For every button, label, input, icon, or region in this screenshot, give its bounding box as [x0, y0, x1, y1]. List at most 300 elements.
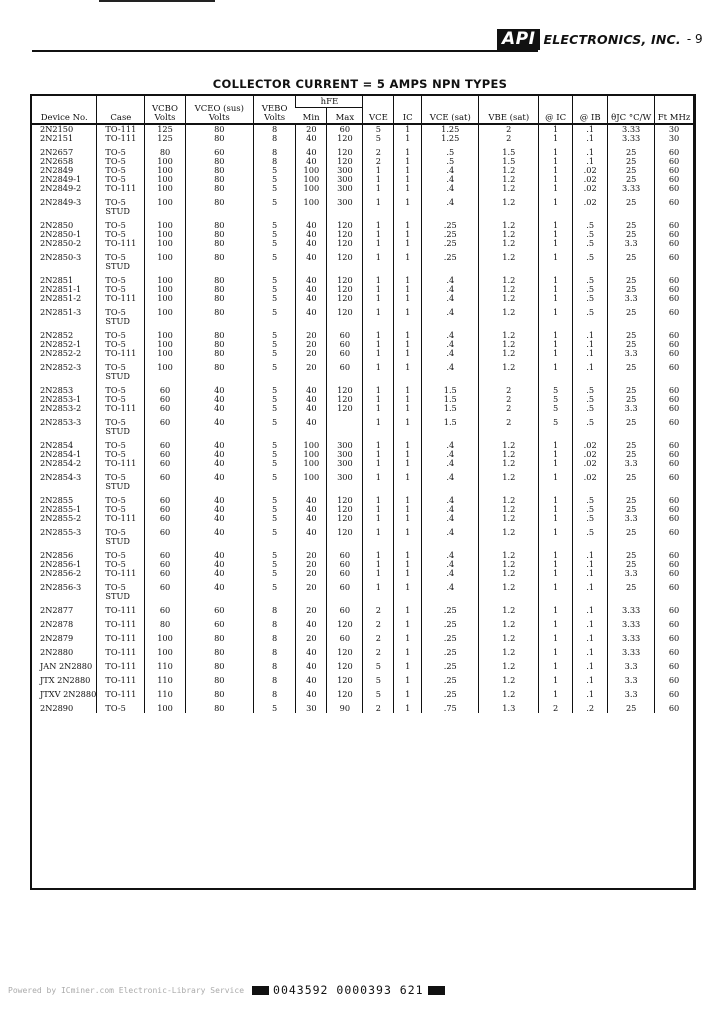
cell-device: 2N2657 — [40, 147, 74, 157]
cell-case: TO-111 — [97, 459, 145, 468]
cell-theta-jc: 25 — [608, 157, 655, 166]
cell-vce-sat: .25 — [422, 690, 479, 699]
cell-at-ic: 1 — [539, 690, 573, 699]
cell-case: TO-111 — [97, 662, 145, 671]
cell-at-ic: 1 — [539, 184, 573, 193]
cell-case: TO-111 — [97, 648, 145, 657]
cell-vcbo: 60 — [145, 496, 185, 505]
cell-vce-sat: .4 — [422, 473, 479, 491]
cell-case: TO-111 — [97, 569, 145, 578]
cell-vce-sat: .4 — [422, 514, 479, 523]
cell-vce: 1 — [363, 395, 394, 404]
cell-hfe-min: 100 — [296, 184, 327, 193]
table-row — [32, 148, 693, 157]
cell-ft: 60 — [655, 450, 693, 459]
cell-at-ic: 5 — [539, 395, 573, 404]
cell-vbe-sat: 1.2 — [479, 239, 539, 248]
cell-hfe-min: 40 — [296, 294, 327, 303]
table-row — [32, 386, 693, 395]
cell-ft: 60 — [655, 690, 693, 699]
footer — [8, 983, 449, 997]
cell-device: 2N2849-3 — [40, 197, 82, 207]
cell-vce-sat: .25 — [422, 606, 479, 615]
cell-ft: 60 — [655, 239, 693, 248]
cell-at-ib: .1 — [573, 648, 608, 657]
cell-vce: 1 — [363, 514, 394, 523]
cell-case: TO-111 — [97, 124, 145, 134]
cell-at-ib: .5 — [573, 496, 608, 505]
cell-hfe-min: 100 — [296, 473, 327, 491]
cell-vcbo: 100 — [145, 340, 185, 349]
cell-ft: 60 — [655, 363, 693, 381]
cell-at-ib: .5 — [573, 418, 608, 436]
cell-ft: 60 — [655, 404, 693, 413]
table-row — [32, 704, 693, 713]
cell-ic: 1 — [394, 634, 422, 643]
cell-device: 2N2851 — [40, 275, 74, 285]
cell-at-ic: 2 — [539, 704, 573, 713]
cell-vebo: 5 — [253, 331, 296, 340]
cell-vce-sat: .4 — [422, 184, 479, 193]
cell-case: TO-5 — [97, 505, 145, 514]
cell-ic: 1 — [394, 221, 422, 230]
cell-case: TO-5 — [97, 221, 145, 230]
cell-vce: 2 — [363, 634, 394, 643]
table-row — [32, 404, 693, 413]
cell-vce-sat: .25 — [422, 634, 479, 643]
cell-case: TO-111 — [97, 404, 145, 413]
cell-at-ic: 1 — [539, 505, 573, 514]
cell-vcbo: 60 — [145, 569, 185, 578]
cell-vce-sat: .4 — [422, 340, 479, 349]
cell-vce: 2 — [363, 148, 394, 157]
cell-vce: 5 — [363, 690, 394, 699]
scan-note: Powered by ICminer.com Electronic-Library Service — [8, 985, 245, 995]
cell-vceo: 80 — [185, 294, 253, 303]
cell-theta-jc: 25 — [608, 253, 655, 271]
cell-at-ib: .02 — [573, 459, 608, 468]
table-row — [32, 648, 693, 657]
cell-vbe-sat: 1.2 — [479, 175, 539, 184]
col-vce-sat: VCE (sat) — [422, 96, 479, 124]
col-at-ic: @ IC — [539, 96, 573, 124]
cell-ic: 1 — [394, 560, 422, 569]
cell-at-ic: 1 — [539, 569, 573, 578]
cell-ic: 1 — [394, 620, 422, 629]
cell-hfe-min: 20 — [296, 331, 327, 340]
cell-vce-sat: .4 — [422, 276, 479, 285]
cell-at-ic: 1 — [539, 175, 573, 184]
cell-device: 2N2855 — [40, 495, 74, 505]
table-row — [32, 450, 693, 459]
cell-vbe-sat: 2 — [479, 386, 539, 395]
cell-hfe-max: 120 — [327, 276, 363, 285]
cell-vcbo: 100 — [145, 308, 185, 326]
cell-device: 2N2849-1 — [40, 174, 82, 184]
cell-at-ic: 1 — [539, 124, 573, 134]
cell-ic: 1 — [394, 505, 422, 514]
cell-ic: 1 — [394, 418, 422, 436]
cell-hfe-min: 40 — [296, 221, 327, 230]
cell-at-ib: .02 — [573, 166, 608, 175]
cell-at-ic: 1 — [539, 560, 573, 569]
cell-case: TO-111 — [97, 634, 145, 643]
cell-hfe-min: 40 — [296, 157, 327, 166]
cell-at-ic: 1 — [539, 166, 573, 175]
cell-vcbo: 100 — [145, 648, 185, 657]
table-row — [32, 166, 693, 175]
cell-case: TO-5 STUD — [97, 363, 145, 381]
cell-at-ib: .5 — [573, 386, 608, 395]
cell-vceo: 60 — [185, 606, 253, 615]
cell-vceo: 80 — [185, 134, 253, 143]
cell-theta-jc: 25 — [608, 704, 655, 713]
cell-vceo: 80 — [185, 308, 253, 326]
cell-theta-jc: 3.3 — [608, 459, 655, 468]
header-rule — [32, 50, 538, 52]
cell-hfe-min: 40 — [296, 648, 327, 657]
cell-vcbo: 60 — [145, 473, 185, 491]
cell-vebo: 8 — [253, 606, 296, 615]
cell-at-ib: .1 — [573, 690, 608, 699]
cell-vceo: 40 — [185, 441, 253, 450]
cell-vbe-sat: 1.2 — [479, 184, 539, 193]
cell-vceo: 80 — [185, 221, 253, 230]
col-hfe: hFE — [296, 96, 363, 108]
cell-device: 2N2853-1 — [40, 394, 82, 404]
cell-vebo: 8 — [253, 134, 296, 143]
cell-vbe-sat: 1.2 — [479, 583, 539, 601]
cell-ic: 1 — [394, 276, 422, 285]
cell-vebo: 8 — [253, 690, 296, 699]
cell-vebo: 8 — [253, 676, 296, 685]
cell-device: 2N2856-2 — [40, 568, 82, 578]
cell-vce: 1 — [363, 528, 394, 546]
cell-vceo: 40 — [185, 473, 253, 491]
cell-device: 2N2878 — [40, 619, 74, 629]
cell-vbe-sat: 1.5 — [479, 148, 539, 157]
cell-ic: 1 — [394, 496, 422, 505]
cell-at-ib: .5 — [573, 221, 608, 230]
cell-vebo: 5 — [253, 349, 296, 358]
cell-case: TO-5 — [97, 276, 145, 285]
cell-at-ic: 1 — [539, 331, 573, 340]
cell-hfe-max: 120 — [327, 404, 363, 413]
cell-vce: 1 — [363, 276, 394, 285]
cell-case: TO-111 — [97, 134, 145, 143]
table-row — [32, 473, 693, 491]
cell-vebo: 5 — [253, 230, 296, 239]
table-row — [32, 221, 693, 230]
cell-theta-jc: 3.3 — [608, 690, 655, 699]
cell-ic: 1 — [394, 583, 422, 601]
cell-vebo: 5 — [253, 198, 296, 216]
cell-hfe-max: 120 — [327, 157, 363, 166]
cell-ic: 1 — [394, 662, 422, 671]
cell-theta-jc: 25 — [608, 331, 655, 340]
cell-vce: 2 — [363, 606, 394, 615]
cell-ft: 60 — [655, 528, 693, 546]
cell-vce-sat: .75 — [422, 704, 479, 713]
cell-ic: 1 — [394, 551, 422, 560]
cell-vcbo: 100 — [145, 276, 185, 285]
cell-vebo: 8 — [253, 620, 296, 629]
cell-at-ic: 1 — [539, 514, 573, 523]
cell-vce-sat: 1.25 — [422, 134, 479, 143]
cell-hfe-max: 120 — [327, 386, 363, 395]
cell-vce: 1 — [363, 175, 394, 184]
cell-vcbo: 125 — [145, 134, 185, 143]
cell-ic: 1 — [394, 294, 422, 303]
cell-at-ic: 1 — [539, 450, 573, 459]
cell-vce-sat: .25 — [422, 239, 479, 248]
cell-device: 2N2658 — [40, 156, 74, 166]
cell-hfe-max — [327, 418, 363, 436]
cell-ft: 60 — [655, 276, 693, 285]
cell-vceo: 40 — [185, 514, 253, 523]
cell-ft: 60 — [655, 294, 693, 303]
cell-vce: 1 — [363, 418, 394, 436]
cell-device: 2N2854-1 — [40, 449, 82, 459]
cell-at-ic: 1 — [539, 157, 573, 166]
cell-hfe-max: 300 — [327, 175, 363, 184]
cell-vbe-sat: 1.2 — [479, 285, 539, 294]
cell-ft: 60 — [655, 704, 693, 713]
cell-hfe-min: 40 — [296, 662, 327, 671]
cell-vbe-sat: 2 — [479, 404, 539, 413]
cell-ft: 60 — [655, 648, 693, 657]
cell-vebo: 5 — [253, 285, 296, 294]
cell-hfe-min: 40 — [296, 239, 327, 248]
cell-hfe-max: 300 — [327, 441, 363, 450]
cell-device: 2N2856-1 — [40, 559, 82, 569]
cell-vcbo: 60 — [145, 551, 185, 560]
cell-at-ib: .1 — [573, 157, 608, 166]
cell-hfe-min: 40 — [296, 148, 327, 157]
cell-vceo: 40 — [185, 459, 253, 468]
cell-hfe-max: 60 — [327, 634, 363, 643]
cell-hfe-min: 30 — [296, 704, 327, 713]
cell-device: 2N2850-3 — [40, 252, 82, 262]
cell-theta-jc: 3.3 — [608, 662, 655, 671]
cell-vce-sat: .25 — [422, 253, 479, 271]
cell-at-ic: 5 — [539, 418, 573, 436]
cell-vceo: 80 — [185, 253, 253, 271]
col-vcbo: VCBO Volts — [145, 96, 185, 124]
cell-vce: 2 — [363, 157, 394, 166]
cell-at-ib: .5 — [573, 404, 608, 413]
cell-device: 2N2854-2 — [40, 458, 82, 468]
cell-ic: 1 — [394, 308, 422, 326]
cell-vebo: 8 — [253, 648, 296, 657]
cell-hfe-min: 40 — [296, 404, 327, 413]
cell-vce: 1 — [363, 230, 394, 239]
cell-vceo: 40 — [185, 395, 253, 404]
cell-at-ib: .1 — [573, 662, 608, 671]
cell-theta-jc: 25 — [608, 583, 655, 601]
table-row — [32, 569, 693, 578]
cell-vbe-sat: 1.2 — [479, 620, 539, 629]
cell-hfe-min: 100 — [296, 175, 327, 184]
cell-theta-jc: 25 — [608, 276, 655, 285]
cell-hfe-min: 40 — [296, 230, 327, 239]
cell-theta-jc: 25 — [608, 395, 655, 404]
cell-vcbo: 100 — [145, 230, 185, 239]
cell-theta-jc: 25 — [608, 340, 655, 349]
cell-vce: 5 — [363, 124, 394, 134]
cell-hfe-min: 20 — [296, 124, 327, 134]
cell-vcbo: 100 — [145, 239, 185, 248]
top-rule — [99, 0, 215, 2]
cell-hfe-min: 40 — [296, 395, 327, 404]
cell-at-ic: 5 — [539, 386, 573, 395]
cell-at-ib: .5 — [573, 308, 608, 326]
cell-vcbo: 60 — [145, 404, 185, 413]
cell-vcbo: 60 — [145, 606, 185, 615]
cell-theta-jc: 3.33 — [608, 134, 655, 143]
cell-at-ic: 1 — [539, 473, 573, 491]
cell-vbe-sat: 1.2 — [479, 308, 539, 326]
cell-vceo: 80 — [185, 704, 253, 713]
cell-at-ic: 1 — [539, 459, 573, 468]
cell-vce: 2 — [363, 648, 394, 657]
cell-ft: 60 — [655, 285, 693, 294]
cell-case: TO-5 STUD — [97, 528, 145, 546]
cell-hfe-min: 20 — [296, 551, 327, 560]
cell-case: TO-111 — [97, 349, 145, 358]
cell-at-ib: .1 — [573, 148, 608, 157]
table-row — [32, 459, 693, 468]
cell-vce: 1 — [363, 308, 394, 326]
cell-case: TO-111 — [97, 620, 145, 629]
cell-vebo: 5 — [253, 551, 296, 560]
cell-vbe-sat: 1.2 — [479, 276, 539, 285]
cell-hfe-max: 300 — [327, 459, 363, 468]
table-row — [32, 331, 693, 340]
cell-device: 2N2855-2 — [40, 513, 82, 523]
cell-vcbo: 100 — [145, 166, 185, 175]
cell-at-ic: 1 — [539, 634, 573, 643]
cell-vce: 1 — [363, 473, 394, 491]
table-row — [32, 583, 693, 601]
cell-vce: 1 — [363, 583, 394, 601]
cell-ic: 1 — [394, 184, 422, 193]
cell-hfe-max: 120 — [327, 690, 363, 699]
cell-hfe-max: 120 — [327, 648, 363, 657]
cell-device: 2N2853 — [40, 385, 74, 395]
cell-hfe-max: 300 — [327, 450, 363, 459]
cell-vceo: 80 — [185, 285, 253, 294]
cell-vebo: 5 — [253, 459, 296, 468]
cell-vceo: 60 — [185, 148, 253, 157]
cell-vce-sat: 1.25 — [422, 124, 479, 134]
cell-theta-jc: 25 — [608, 496, 655, 505]
table-row — [32, 198, 693, 216]
cell-vceo: 80 — [185, 340, 253, 349]
cell-vceo: 80 — [185, 276, 253, 285]
cell-vce: 1 — [363, 496, 394, 505]
cell-at-ib: .5 — [573, 285, 608, 294]
cell-vbe-sat: 1.2 — [479, 690, 539, 699]
cell-at-ib: .02 — [573, 184, 608, 193]
brand-header — [497, 28, 703, 50]
cell-vebo: 8 — [253, 662, 296, 671]
cell-at-ib: .1 — [573, 606, 608, 615]
cell-at-ib: .02 — [573, 441, 608, 450]
cell-ft: 60 — [655, 221, 693, 230]
cell-case: TO-5 STUD — [97, 418, 145, 436]
cell-vce-sat: .4 — [422, 441, 479, 450]
cell-vebo: 5 — [253, 441, 296, 450]
cell-hfe-min: 20 — [296, 560, 327, 569]
cell-theta-jc: 25 — [608, 418, 655, 436]
table-row — [32, 184, 693, 193]
cell-vebo: 5 — [253, 175, 296, 184]
cell-vce-sat: .4 — [422, 459, 479, 468]
cell-hfe-min: 40 — [296, 253, 327, 271]
cell-ic: 1 — [394, 528, 422, 546]
cell-vbe-sat: 1.2 — [479, 514, 539, 523]
cell-hfe-max: 300 — [327, 473, 363, 491]
cell-ic: 1 — [394, 340, 422, 349]
cell-vebo: 5 — [253, 514, 296, 523]
cell-hfe-max: 120 — [327, 662, 363, 671]
cell-device: JAN 2N2880 — [40, 661, 93, 671]
cell-vce-sat: .4 — [422, 505, 479, 514]
cell-vcbo: 100 — [145, 157, 185, 166]
cell-ft: 60 — [655, 148, 693, 157]
cell-ft: 60 — [655, 569, 693, 578]
cell-at-ic: 1 — [539, 308, 573, 326]
cell-at-ib: .1 — [573, 134, 608, 143]
cell-vcbo: 60 — [145, 441, 185, 450]
cell-vce: 2 — [363, 704, 394, 713]
cell-at-ib: .1 — [573, 551, 608, 560]
cell-hfe-max: 120 — [327, 496, 363, 505]
cell-at-ic: 1 — [539, 230, 573, 239]
cell-hfe-min: 20 — [296, 363, 327, 381]
cell-hfe-max: 60 — [327, 606, 363, 615]
cell-hfe-max: 120 — [327, 395, 363, 404]
col-theta-jc: θJC °C/W — [608, 96, 655, 124]
cell-ic: 1 — [394, 157, 422, 166]
cell-ft: 60 — [655, 634, 693, 643]
cell-at-ic: 1 — [539, 528, 573, 546]
cell-theta-jc: 3.33 — [608, 648, 655, 657]
cell-at-ic: 1 — [539, 239, 573, 248]
cell-vbe-sat: 1.2 — [479, 648, 539, 657]
cell-theta-jc: 25 — [608, 221, 655, 230]
spec-table-frame — [30, 94, 696, 890]
cell-theta-jc: 25 — [608, 441, 655, 450]
cell-case: TO-5 — [97, 441, 145, 450]
cell-at-ib: .1 — [573, 634, 608, 643]
cell-case: TO-5 STUD — [97, 198, 145, 216]
cell-vce-sat: .4 — [422, 294, 479, 303]
cell-hfe-max: 60 — [327, 569, 363, 578]
cell-theta-jc: 3.3 — [608, 294, 655, 303]
cell-device: 2N2855-1 — [40, 504, 82, 514]
cell-ft: 60 — [655, 505, 693, 514]
cell-ft: 60 — [655, 459, 693, 468]
cell-device: 2N2849 — [40, 165, 74, 175]
cell-vbe-sat: 1.2 — [479, 340, 539, 349]
cell-vce-sat: .4 — [422, 496, 479, 505]
cell-vcbo: 100 — [145, 253, 185, 271]
cell-device: 2N2855-3 — [40, 527, 82, 537]
cell-case: TO-5 — [97, 230, 145, 239]
cell-vbe-sat: 1.2 — [479, 294, 539, 303]
